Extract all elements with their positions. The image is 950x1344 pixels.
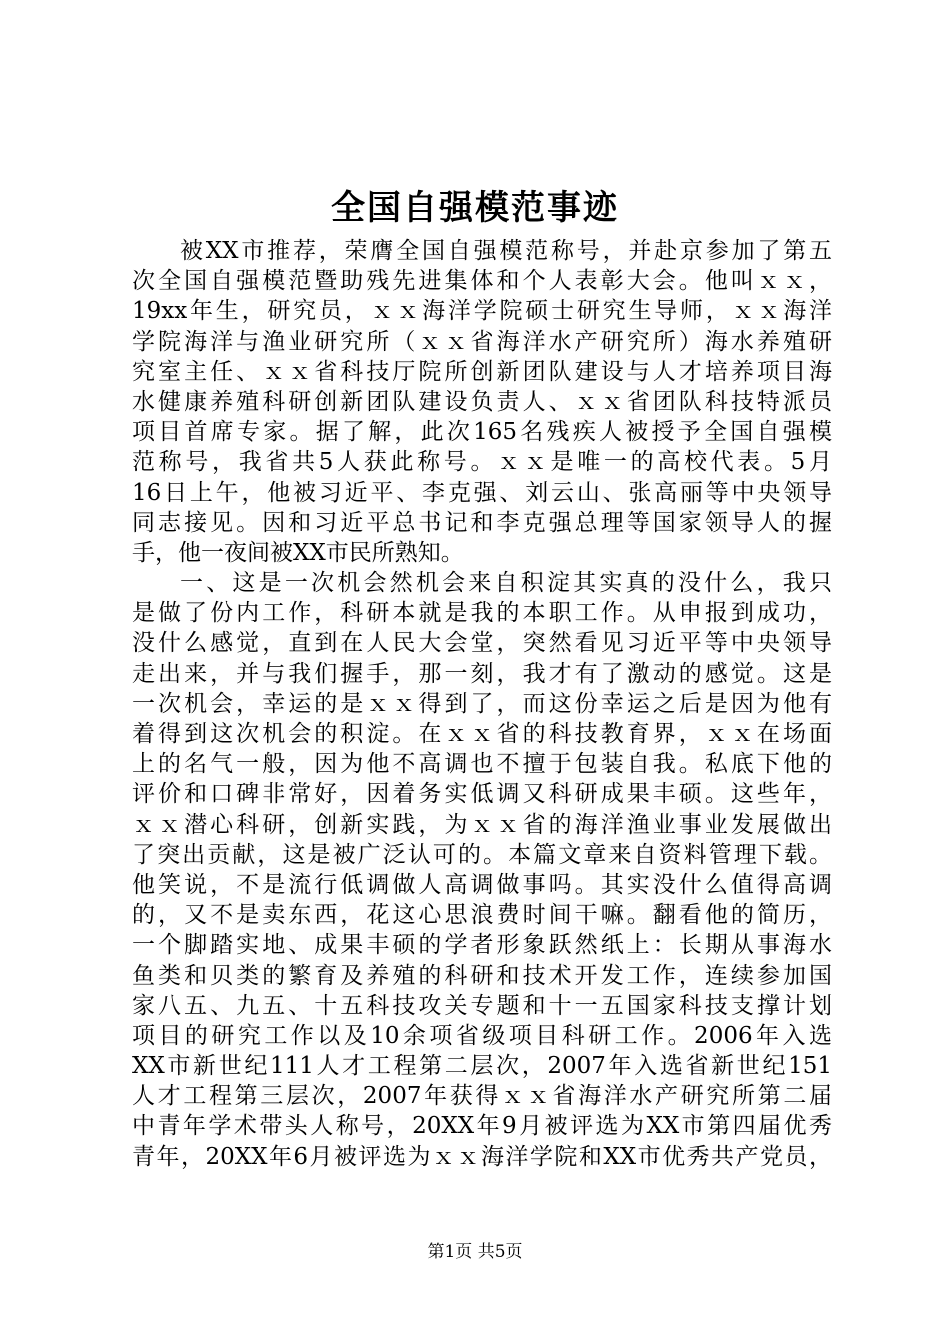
text-line: 19xx年生，研究员，ｘｘ海洋学院硕士研究生导师，ｘｘ海洋 (132, 298, 832, 325)
document-body (132, 236, 832, 1172)
text-line: 一次机会，幸运的是ｘｘ得到了，而这份幸运之后是因为他有 (132, 690, 832, 717)
text-line: 手，他一夜间被XX市民所熟知。 (132, 539, 464, 566)
text-line: 次全国自强模范暨助残先进集体和个人表彰大会。他叫ｘｘ， (132, 268, 832, 295)
text-line: ｘｘ潜心科研，创新实践，为ｘｘ省的海洋渔业事业发展做出 (132, 811, 832, 838)
text-line: 同志接见。因和习近平总书记和李克强总理等国家领导人的握 (132, 509, 832, 536)
text-line: 项目的研究工作以及10余项省级项目科研工作。2006年入选 (132, 1022, 832, 1049)
text-line: 了突出贡献，这是被广泛认可的。本篇文章来自资料管理下载。 (132, 841, 832, 868)
text-line: 一、这是一次机会然机会来自积淀其实真的没什么，我只 (180, 570, 832, 597)
text-line: 着得到这次机会的积淀。在ｘｘ省的科技教育界，ｘｘ在场面 (132, 721, 832, 747)
text-line: 家八五、九五、十五科技攻关专题和十一五国家科技支撑计划 (132, 992, 832, 1019)
text-line: 水健康养殖科研创新团队建设负责人、ｘｘ省团队科技特派员 (132, 388, 832, 415)
page-title: 全国自强模范事迹 (331, 188, 619, 228)
text-line: 的，又不是卖东西，花这心思浪费时间干嘛。翻看他的简历， (132, 902, 832, 929)
text-line: 一个脚踏实地、成果丰硕的学者形象跃然纸上：长期从事海水 (132, 932, 832, 959)
text-line: 评价和口碑非常好，因着务实低调又科研成果丰硕。这些年， (132, 781, 832, 808)
text-line: 究室主任、ｘｘ省科技厅院所创新团队建设与人才培养项目海 (132, 358, 832, 385)
text-line: 项目首席专家。据了解，此次165名残疾人被授予全国自强模 (132, 419, 832, 446)
text-line: 没什么感觉，直到在人民大会堂，突然看见习近平等中央领导 (132, 630, 832, 657)
text-line: 他笑说，不是流行低调做人高调做事吗。其实没什么值得高调 (132, 871, 832, 898)
text-line: 青年，20XX年6月被评选为ｘｘ海洋学院和XX市优秀共产党员， (132, 1143, 832, 1170)
text-line: 学院海洋与渔业研究所（ｘｘ省海洋水产研究所）海水养殖研 (132, 328, 832, 355)
text-line: 范称号，我省共5人获此称号。ｘｘ是唯一的高校代表。5月 (132, 449, 832, 476)
text-line: XX市新世纪111人才工程第二层次，2007年入选省新世纪151 (132, 1053, 832, 1080)
text-line: 被XX市推荐，荣膺全国自强模范称号，并赴京参加了第五 (180, 238, 832, 264)
text-line: 是做了份内工作，科研本就是我的本职工作。从申报到成功， (132, 600, 832, 627)
page-number-footer: 第1页 共5页 (427, 1242, 523, 1262)
text-line: 中青年学术带头人称号，20XX年9月被评选为XX市第四届优秀 (132, 1113, 832, 1140)
text-line: 上的名气一般，因为他不高调也不擅于包装自我。私底下他的 (132, 751, 832, 778)
text-line: 走出来，并与我们握手，那一刻，我才有了激动的感觉。这是 (132, 660, 832, 687)
text-line: 鱼类和贝类的繁育及养殖的科研和技术开发工作，连续参加国 (132, 962, 832, 989)
text-line: 人才工程第三层次，2007年获得ｘｘ省海洋水产研究所第二届 (132, 1083, 832, 1110)
text-line: 16日上午，他被习近平、李克强、刘云山、张高丽等中央领导 (132, 479, 832, 506)
